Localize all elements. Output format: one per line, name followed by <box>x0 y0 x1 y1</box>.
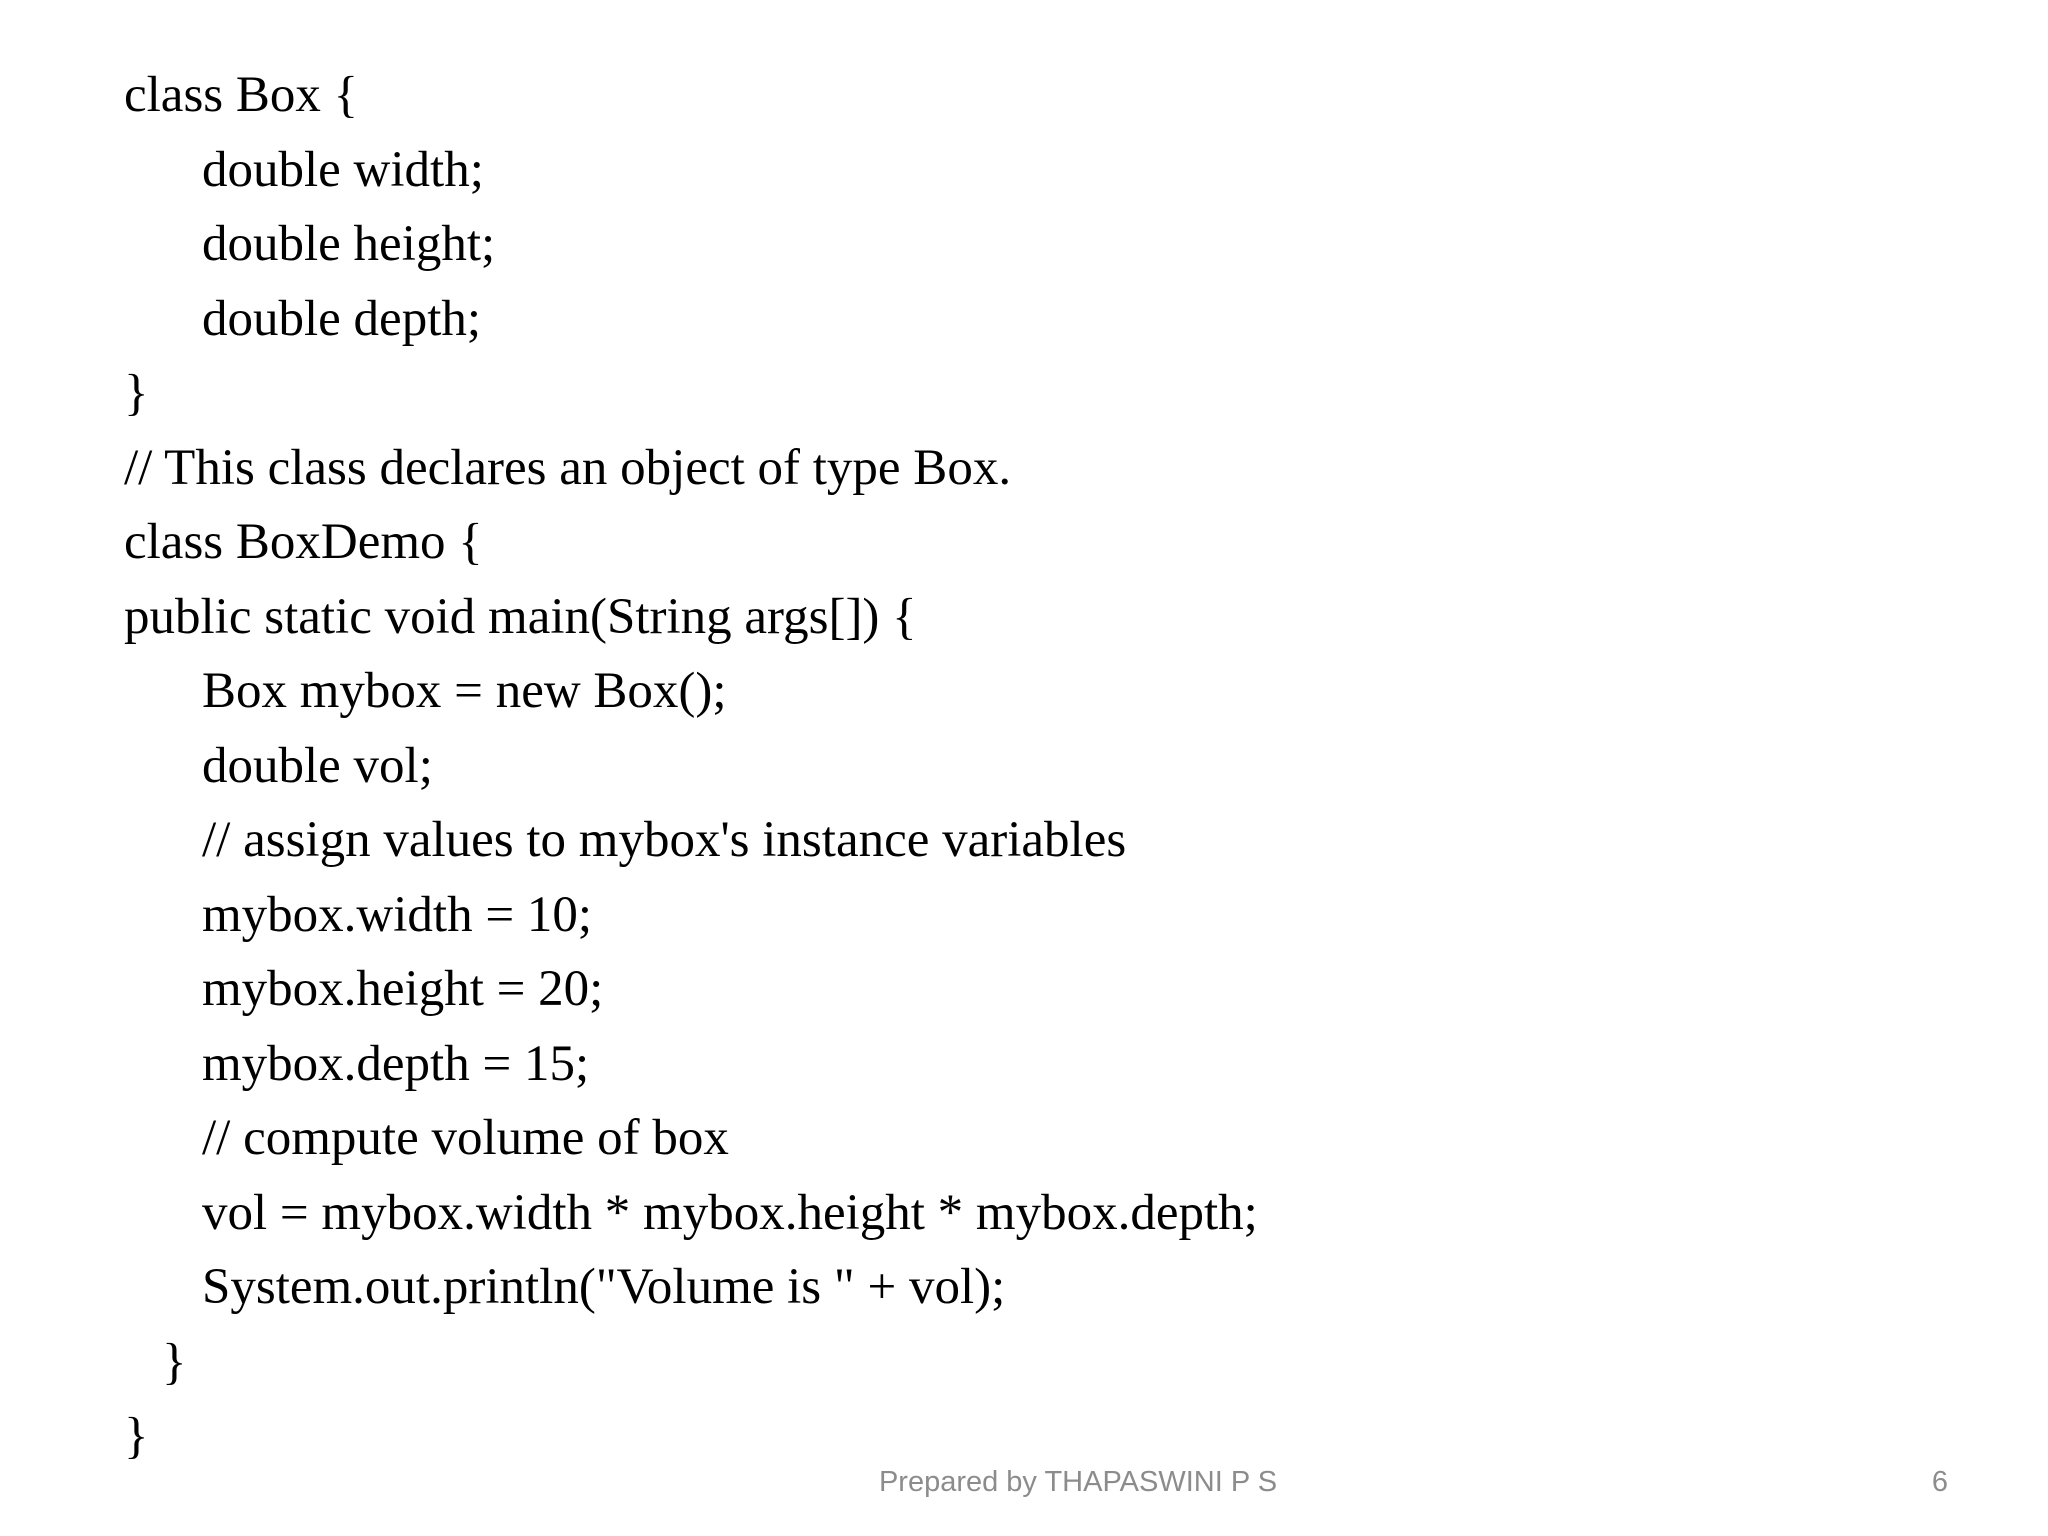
slide-number: 6 <box>1931 1466 1948 1498</box>
code-line-comment-declares: // This class declares an object of type Box. <box>124 439 1012 496</box>
code-line-println: System.out.println("Volume is " + vol); <box>202 1259 1006 1315</box>
code-line-class-boxdemo: class BoxDemo { <box>124 514 483 570</box>
code-line-width-field: double width; <box>202 141 484 198</box>
code-line-main-method: public static void main(String args[]) { <box>124 588 917 645</box>
code-line-comment-assign: // assign values to mybox's instance variables <box>202 812 1127 868</box>
code-line-height-field: double height; <box>202 216 496 272</box>
code-line-comment-compute: // compute volume of box <box>202 1110 729 1166</box>
code-line-new-box: Box mybox = new Box(); <box>202 663 727 719</box>
code-line-vol-decl: double vol; <box>202 737 433 794</box>
code-block <box>124 58 1258 1474</box>
code-line-assign-height: mybox.height = 20; <box>202 961 604 1017</box>
code-line-compute-vol: vol = mybox.width * mybox.height * mybox.depth; <box>202 1184 1258 1241</box>
code-line-assign-width: mybox.width = 10; <box>202 886 593 943</box>
code-line-depth-field: double depth; <box>202 290 482 347</box>
code-line-close-box: } <box>124 365 149 421</box>
code-line-close-boxdemo: } <box>124 1408 149 1464</box>
code-line-assign-depth: mybox.depth = 15; <box>202 1035 590 1092</box>
code-line-class-box: class Box { <box>124 67 359 123</box>
code-line-close-main: } <box>162 1333 187 1390</box>
slide-footer: Prepared by THAPASWINI P S <box>878 1466 1278 1498</box>
